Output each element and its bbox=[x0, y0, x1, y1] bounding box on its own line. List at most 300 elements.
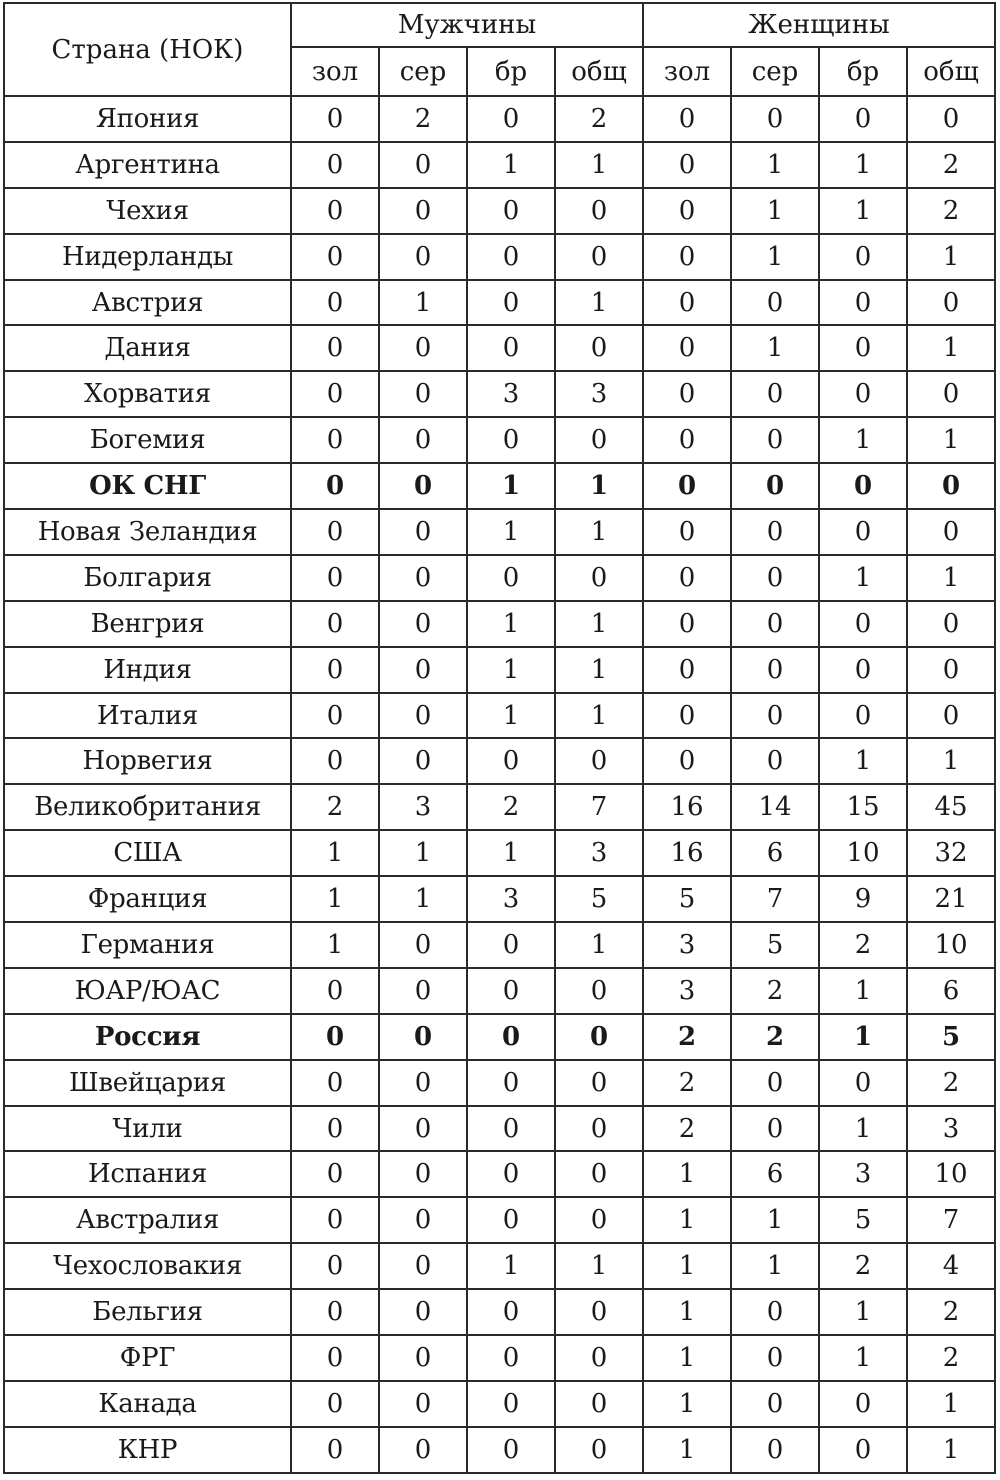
cell-men-gold: 0 bbox=[291, 1060, 379, 1106]
cell-men-silver: 0 bbox=[379, 1151, 467, 1197]
table-row bbox=[4, 325, 995, 371]
cell-men-silver: 0 bbox=[379, 1106, 467, 1152]
cell-women-bronze: 1 bbox=[819, 738, 907, 784]
country-cell: Болгария bbox=[4, 555, 291, 601]
cell-men-bronze: 1 bbox=[467, 142, 555, 188]
cell-women-bronze: 1 bbox=[819, 417, 907, 463]
cell-men-silver: 0 bbox=[379, 601, 467, 647]
cell-men-bronze: 1 bbox=[467, 601, 555, 647]
cell-women-total: 1 bbox=[907, 417, 995, 463]
cell-men-bronze: 0 bbox=[467, 555, 555, 601]
cell-men-bronze: 0 bbox=[467, 1335, 555, 1381]
cell-men-silver: 0 bbox=[379, 142, 467, 188]
cell-men-silver: 0 bbox=[379, 738, 467, 784]
table-row bbox=[4, 280, 995, 326]
cell-men-gold: 0 bbox=[291, 142, 379, 188]
cell-men-total: 0 bbox=[555, 1060, 643, 1106]
cell-men-bronze: 3 bbox=[467, 371, 555, 417]
cell-women-silver: 1 bbox=[731, 325, 819, 371]
cell-men-silver: 0 bbox=[379, 1381, 467, 1427]
cell-men-total: 1 bbox=[555, 280, 643, 326]
cell-women-gold: 0 bbox=[643, 234, 731, 280]
country-cell: Канада bbox=[4, 1381, 291, 1427]
cell-women-gold: 0 bbox=[643, 280, 731, 326]
cell-women-gold: 1 bbox=[643, 1289, 731, 1335]
header-women-total: общ bbox=[907, 47, 995, 96]
cell-women-total: 0 bbox=[907, 371, 995, 417]
medal-table bbox=[3, 2, 996, 1474]
cell-men-bronze: 0 bbox=[467, 1197, 555, 1243]
header-women-gold: зол bbox=[643, 47, 731, 96]
cell-men-total: 2 bbox=[555, 96, 643, 142]
cell-women-total: 2 bbox=[907, 188, 995, 234]
cell-women-total: 4 bbox=[907, 1243, 995, 1289]
cell-men-gold: 0 bbox=[291, 1289, 379, 1335]
cell-women-silver: 6 bbox=[731, 830, 819, 876]
cell-men-total: 0 bbox=[555, 325, 643, 371]
cell-men-bronze: 0 bbox=[467, 968, 555, 1014]
table-row bbox=[4, 509, 995, 555]
table-row bbox=[4, 463, 995, 509]
cell-women-silver: 0 bbox=[731, 647, 819, 693]
country-cell: Аргентина bbox=[4, 142, 291, 188]
cell-men-total: 1 bbox=[555, 601, 643, 647]
cell-men-gold: 0 bbox=[291, 325, 379, 371]
table-row bbox=[4, 784, 995, 830]
cell-women-bronze: 0 bbox=[819, 234, 907, 280]
cell-women-silver: 0 bbox=[731, 601, 819, 647]
cell-men-total: 0 bbox=[555, 1151, 643, 1197]
cell-women-bronze: 0 bbox=[819, 371, 907, 417]
cell-men-bronze: 0 bbox=[467, 1427, 555, 1473]
cell-men-total: 0 bbox=[555, 1335, 643, 1381]
cell-men-total: 0 bbox=[555, 738, 643, 784]
table-row bbox=[4, 1014, 995, 1060]
cell-women-silver: 0 bbox=[731, 738, 819, 784]
country-cell: Венгрия bbox=[4, 601, 291, 647]
cell-women-silver: 0 bbox=[731, 1289, 819, 1335]
cell-women-total: 0 bbox=[907, 463, 995, 509]
cell-women-gold: 3 bbox=[643, 968, 731, 1014]
country-cell: Италия bbox=[4, 693, 291, 739]
header-men-bronze: бр bbox=[467, 47, 555, 96]
country-cell: Швейцария bbox=[4, 1060, 291, 1106]
table-row bbox=[4, 1197, 995, 1243]
cell-women-gold: 2 bbox=[643, 1106, 731, 1152]
cell-women-bronze: 0 bbox=[819, 463, 907, 509]
country-cell: Япония bbox=[4, 96, 291, 142]
cell-women-silver: 0 bbox=[731, 96, 819, 142]
cell-women-silver: 0 bbox=[731, 463, 819, 509]
table-row bbox=[4, 922, 995, 968]
table-row bbox=[4, 142, 995, 188]
cell-men-bronze: 0 bbox=[467, 280, 555, 326]
cell-men-silver: 0 bbox=[379, 693, 467, 739]
cell-men-silver: 0 bbox=[379, 1335, 467, 1381]
cell-women-total: 1 bbox=[907, 1427, 995, 1473]
cell-men-silver: 0 bbox=[379, 1014, 467, 1060]
cell-men-gold: 0 bbox=[291, 1243, 379, 1289]
table-row bbox=[4, 647, 995, 693]
cell-men-gold: 0 bbox=[291, 1381, 379, 1427]
cell-men-bronze: 0 bbox=[467, 1106, 555, 1152]
cell-women-total: 6 bbox=[907, 968, 995, 1014]
cell-men-total: 0 bbox=[555, 1197, 643, 1243]
cell-women-gold: 1 bbox=[643, 1197, 731, 1243]
cell-women-silver: 0 bbox=[731, 371, 819, 417]
cell-women-total: 3 bbox=[907, 1106, 995, 1152]
header-row-groups bbox=[4, 3, 995, 47]
table-row bbox=[4, 830, 995, 876]
header-women-bronze: бр bbox=[819, 47, 907, 96]
cell-men-total: 3 bbox=[555, 830, 643, 876]
cell-men-total: 7 bbox=[555, 784, 643, 830]
cell-men-total: 0 bbox=[555, 1427, 643, 1473]
cell-men-silver: 0 bbox=[379, 1243, 467, 1289]
cell-men-silver: 0 bbox=[379, 968, 467, 1014]
country-cell: Чехия bbox=[4, 188, 291, 234]
cell-women-total: 1 bbox=[907, 738, 995, 784]
cell-women-total: 2 bbox=[907, 1289, 995, 1335]
cell-men-silver: 1 bbox=[379, 830, 467, 876]
cell-men-gold: 0 bbox=[291, 96, 379, 142]
cell-men-bronze: 0 bbox=[467, 325, 555, 371]
cell-women-gold: 3 bbox=[643, 922, 731, 968]
cell-men-bronze: 0 bbox=[467, 417, 555, 463]
country-cell: Германия bbox=[4, 922, 291, 968]
country-cell: Хорватия bbox=[4, 371, 291, 417]
cell-women-total: 2 bbox=[907, 1335, 995, 1381]
country-cell: Испания bbox=[4, 1151, 291, 1197]
cell-women-total: 45 bbox=[907, 784, 995, 830]
cell-women-silver: 2 bbox=[731, 1014, 819, 1060]
cell-men-silver: 0 bbox=[379, 1197, 467, 1243]
table-row bbox=[4, 417, 995, 463]
cell-women-total: 1 bbox=[907, 1381, 995, 1427]
cell-women-silver: 1 bbox=[731, 1197, 819, 1243]
table-row bbox=[4, 601, 995, 647]
table-row bbox=[4, 968, 995, 1014]
country-cell: Австрия bbox=[4, 280, 291, 326]
cell-men-bronze: 0 bbox=[467, 738, 555, 784]
cell-men-bronze: 2 bbox=[467, 784, 555, 830]
cell-men-total: 1 bbox=[555, 1243, 643, 1289]
header-men-total: общ bbox=[555, 47, 643, 96]
cell-women-bronze: 1 bbox=[819, 968, 907, 1014]
cell-men-silver: 1 bbox=[379, 280, 467, 326]
table-row bbox=[4, 1060, 995, 1106]
header-group-men: Мужчины bbox=[291, 3, 643, 47]
cell-men-bronze: 0 bbox=[467, 1381, 555, 1427]
cell-women-gold: 1 bbox=[643, 1243, 731, 1289]
cell-women-gold: 0 bbox=[643, 693, 731, 739]
cell-men-bronze: 0 bbox=[467, 1289, 555, 1335]
cell-men-bronze: 0 bbox=[467, 234, 555, 280]
cell-women-silver: 1 bbox=[731, 188, 819, 234]
cell-men-silver: 2 bbox=[379, 96, 467, 142]
cell-women-gold: 1 bbox=[643, 1335, 731, 1381]
cell-women-silver: 0 bbox=[731, 1381, 819, 1427]
cell-men-silver: 0 bbox=[379, 463, 467, 509]
cell-women-gold: 1 bbox=[643, 1427, 731, 1473]
table-row bbox=[4, 693, 995, 739]
cell-men-gold: 0 bbox=[291, 738, 379, 784]
cell-men-gold: 0 bbox=[291, 234, 379, 280]
cell-men-silver: 0 bbox=[379, 188, 467, 234]
cell-women-total: 1 bbox=[907, 555, 995, 601]
cell-women-bronze: 5 bbox=[819, 1197, 907, 1243]
cell-women-gold: 0 bbox=[643, 601, 731, 647]
cell-women-bronze: 1 bbox=[819, 1289, 907, 1335]
cell-men-gold: 0 bbox=[291, 555, 379, 601]
country-cell: КНР bbox=[4, 1427, 291, 1473]
cell-women-bronze: 0 bbox=[819, 647, 907, 693]
table-row bbox=[4, 738, 995, 784]
cell-women-silver: 2 bbox=[731, 968, 819, 1014]
cell-men-gold: 0 bbox=[291, 188, 379, 234]
cell-men-silver: 0 bbox=[379, 325, 467, 371]
cell-women-total: 0 bbox=[907, 509, 995, 555]
cell-men-total: 1 bbox=[555, 647, 643, 693]
cell-men-gold: 0 bbox=[291, 1106, 379, 1152]
cell-women-gold: 1 bbox=[643, 1151, 731, 1197]
cell-women-bronze: 0 bbox=[819, 96, 907, 142]
country-cell: ЮАР/ЮАС bbox=[4, 968, 291, 1014]
cell-women-silver: 0 bbox=[731, 1427, 819, 1473]
country-cell: Нидерланды bbox=[4, 234, 291, 280]
cell-men-silver: 0 bbox=[379, 417, 467, 463]
cell-women-total: 2 bbox=[907, 142, 995, 188]
cell-men-silver: 0 bbox=[379, 1427, 467, 1473]
cell-women-total: 1 bbox=[907, 325, 995, 371]
header-men-gold: зол bbox=[291, 47, 379, 96]
cell-women-total: 10 bbox=[907, 1151, 995, 1197]
cell-women-total: 0 bbox=[907, 601, 995, 647]
cell-women-silver: 6 bbox=[731, 1151, 819, 1197]
table-row bbox=[4, 1381, 995, 1427]
cell-women-bronze: 2 bbox=[819, 922, 907, 968]
cell-men-silver: 0 bbox=[379, 1060, 467, 1106]
cell-women-gold: 16 bbox=[643, 784, 731, 830]
country-cell: Чехословакия bbox=[4, 1243, 291, 1289]
cell-women-gold: 0 bbox=[643, 647, 731, 693]
cell-women-silver: 0 bbox=[731, 1060, 819, 1106]
table-row bbox=[4, 876, 995, 922]
cell-men-bronze: 0 bbox=[467, 1151, 555, 1197]
cell-men-bronze: 0 bbox=[467, 188, 555, 234]
cell-men-total: 1 bbox=[555, 463, 643, 509]
cell-men-gold: 0 bbox=[291, 1151, 379, 1197]
cell-women-total: 0 bbox=[907, 280, 995, 326]
cell-men-gold: 0 bbox=[291, 1014, 379, 1060]
table-row bbox=[4, 1427, 995, 1473]
cell-women-bronze: 0 bbox=[819, 1427, 907, 1473]
cell-men-silver: 0 bbox=[379, 509, 467, 555]
cell-women-bronze: 3 bbox=[819, 1151, 907, 1197]
cell-women-gold: 0 bbox=[643, 188, 731, 234]
cell-women-bronze: 2 bbox=[819, 1243, 907, 1289]
country-cell: Бельгия bbox=[4, 1289, 291, 1335]
cell-women-total: 0 bbox=[907, 693, 995, 739]
country-cell: Новая Зеландия bbox=[4, 509, 291, 555]
cell-women-total: 10 bbox=[907, 922, 995, 968]
cell-men-bronze: 1 bbox=[467, 1243, 555, 1289]
cell-women-silver: 0 bbox=[731, 555, 819, 601]
cell-women-bronze: 1 bbox=[819, 1014, 907, 1060]
cell-women-bronze: 10 bbox=[819, 830, 907, 876]
cell-men-gold: 0 bbox=[291, 463, 379, 509]
cell-women-bronze: 15 bbox=[819, 784, 907, 830]
table-row bbox=[4, 188, 995, 234]
cell-women-silver: 0 bbox=[731, 693, 819, 739]
table-row bbox=[4, 1106, 995, 1152]
country-cell: ФРГ bbox=[4, 1335, 291, 1381]
cell-women-gold: 0 bbox=[643, 325, 731, 371]
cell-men-bronze: 0 bbox=[467, 922, 555, 968]
country-cell: Франция bbox=[4, 876, 291, 922]
cell-men-bronze: 0 bbox=[467, 96, 555, 142]
cell-women-gold: 16 bbox=[643, 830, 731, 876]
cell-men-total: 0 bbox=[555, 1289, 643, 1335]
cell-men-gold: 0 bbox=[291, 509, 379, 555]
cell-women-gold: 0 bbox=[643, 142, 731, 188]
cell-women-silver: 0 bbox=[731, 417, 819, 463]
cell-women-silver: 1 bbox=[731, 142, 819, 188]
cell-men-bronze: 0 bbox=[467, 1060, 555, 1106]
cell-women-gold: 0 bbox=[643, 738, 731, 784]
header-women-silver: сер bbox=[731, 47, 819, 96]
cell-men-gold: 1 bbox=[291, 830, 379, 876]
cell-women-gold: 0 bbox=[643, 555, 731, 601]
cell-men-gold: 0 bbox=[291, 417, 379, 463]
cell-men-silver: 0 bbox=[379, 555, 467, 601]
cell-men-gold: 0 bbox=[291, 647, 379, 693]
cell-women-gold: 2 bbox=[643, 1014, 731, 1060]
cell-men-total: 3 bbox=[555, 371, 643, 417]
cell-women-gold: 1 bbox=[643, 1381, 731, 1427]
cell-women-gold: 0 bbox=[643, 509, 731, 555]
table-row bbox=[4, 1151, 995, 1197]
cell-women-total: 7 bbox=[907, 1197, 995, 1243]
cell-men-gold: 1 bbox=[291, 876, 379, 922]
cell-men-total: 0 bbox=[555, 555, 643, 601]
cell-men-gold: 0 bbox=[291, 280, 379, 326]
cell-men-gold: 2 bbox=[291, 784, 379, 830]
cell-women-gold: 0 bbox=[643, 463, 731, 509]
cell-women-bronze: 1 bbox=[819, 1106, 907, 1152]
cell-women-silver: 7 bbox=[731, 876, 819, 922]
cell-men-silver: 0 bbox=[379, 371, 467, 417]
cell-women-bronze: 0 bbox=[819, 1381, 907, 1427]
cell-men-gold: 0 bbox=[291, 371, 379, 417]
cell-women-total: 0 bbox=[907, 647, 995, 693]
cell-men-bronze: 1 bbox=[467, 647, 555, 693]
cell-women-bronze: 0 bbox=[819, 509, 907, 555]
country-cell: Австралия bbox=[4, 1197, 291, 1243]
cell-women-bronze: 0 bbox=[819, 693, 907, 739]
table-row bbox=[4, 234, 995, 280]
cell-men-total: 0 bbox=[555, 1381, 643, 1427]
cell-women-silver: 5 bbox=[731, 922, 819, 968]
cell-men-silver: 0 bbox=[379, 234, 467, 280]
country-cell: ОК СНГ bbox=[4, 463, 291, 509]
cell-women-silver: 1 bbox=[731, 1243, 819, 1289]
cell-men-total: 1 bbox=[555, 142, 643, 188]
cell-men-gold: 0 bbox=[291, 693, 379, 739]
cell-women-total: 5 bbox=[907, 1014, 995, 1060]
cell-women-gold: 5 bbox=[643, 876, 731, 922]
table-body bbox=[4, 96, 995, 1473]
table-header bbox=[4, 3, 995, 96]
cell-women-silver: 0 bbox=[731, 509, 819, 555]
table-row bbox=[4, 1243, 995, 1289]
cell-women-gold: 0 bbox=[643, 96, 731, 142]
cell-men-total: 0 bbox=[555, 1014, 643, 1060]
cell-men-total: 1 bbox=[555, 693, 643, 739]
table-row bbox=[4, 371, 995, 417]
cell-women-gold: 0 bbox=[643, 371, 731, 417]
cell-men-gold: 0 bbox=[291, 968, 379, 1014]
cell-women-bronze: 0 bbox=[819, 280, 907, 326]
cell-men-silver: 1 bbox=[379, 876, 467, 922]
header-country: Страна (НОК) bbox=[4, 3, 291, 96]
country-cell: Норвегия bbox=[4, 738, 291, 784]
cell-women-bronze: 1 bbox=[819, 142, 907, 188]
cell-men-bronze: 1 bbox=[467, 693, 555, 739]
cell-men-bronze: 0 bbox=[467, 1014, 555, 1060]
cell-men-bronze: 3 bbox=[467, 876, 555, 922]
cell-men-total: 5 bbox=[555, 876, 643, 922]
cell-women-gold: 2 bbox=[643, 1060, 731, 1106]
cell-men-bronze: 1 bbox=[467, 830, 555, 876]
cell-men-gold: 0 bbox=[291, 1335, 379, 1381]
table-row bbox=[4, 96, 995, 142]
cell-women-silver: 0 bbox=[731, 1106, 819, 1152]
cell-men-total: 1 bbox=[555, 509, 643, 555]
table-row bbox=[4, 1289, 995, 1335]
cell-women-gold: 0 bbox=[643, 417, 731, 463]
cell-men-silver: 0 bbox=[379, 922, 467, 968]
cell-men-silver: 0 bbox=[379, 647, 467, 693]
cell-women-total: 1 bbox=[907, 234, 995, 280]
cell-women-bronze: 1 bbox=[819, 555, 907, 601]
country-cell: Богемия bbox=[4, 417, 291, 463]
country-cell: Дания bbox=[4, 325, 291, 371]
cell-women-bronze: 0 bbox=[819, 325, 907, 371]
cell-women-total: 2 bbox=[907, 1060, 995, 1106]
cell-men-gold: 0 bbox=[291, 1197, 379, 1243]
header-group-women: Женщины bbox=[643, 3, 995, 47]
cell-women-silver: 1 bbox=[731, 234, 819, 280]
country-cell: Великобритания bbox=[4, 784, 291, 830]
cell-men-total: 1 bbox=[555, 922, 643, 968]
cell-men-bronze: 1 bbox=[467, 509, 555, 555]
cell-men-total: 0 bbox=[555, 1106, 643, 1152]
cell-women-bronze: 1 bbox=[819, 188, 907, 234]
header-men-silver: сер bbox=[379, 47, 467, 96]
cell-men-total: 0 bbox=[555, 968, 643, 1014]
cell-men-gold: 0 bbox=[291, 601, 379, 647]
cell-men-total: 0 bbox=[555, 417, 643, 463]
cell-women-total: 0 bbox=[907, 96, 995, 142]
cell-men-total: 0 bbox=[555, 234, 643, 280]
table-row bbox=[4, 555, 995, 601]
cell-men-gold: 0 bbox=[291, 1427, 379, 1473]
country-cell: Россия bbox=[4, 1014, 291, 1060]
cell-men-bronze: 1 bbox=[467, 463, 555, 509]
cell-women-bronze: 0 bbox=[819, 601, 907, 647]
cell-women-bronze: 9 bbox=[819, 876, 907, 922]
